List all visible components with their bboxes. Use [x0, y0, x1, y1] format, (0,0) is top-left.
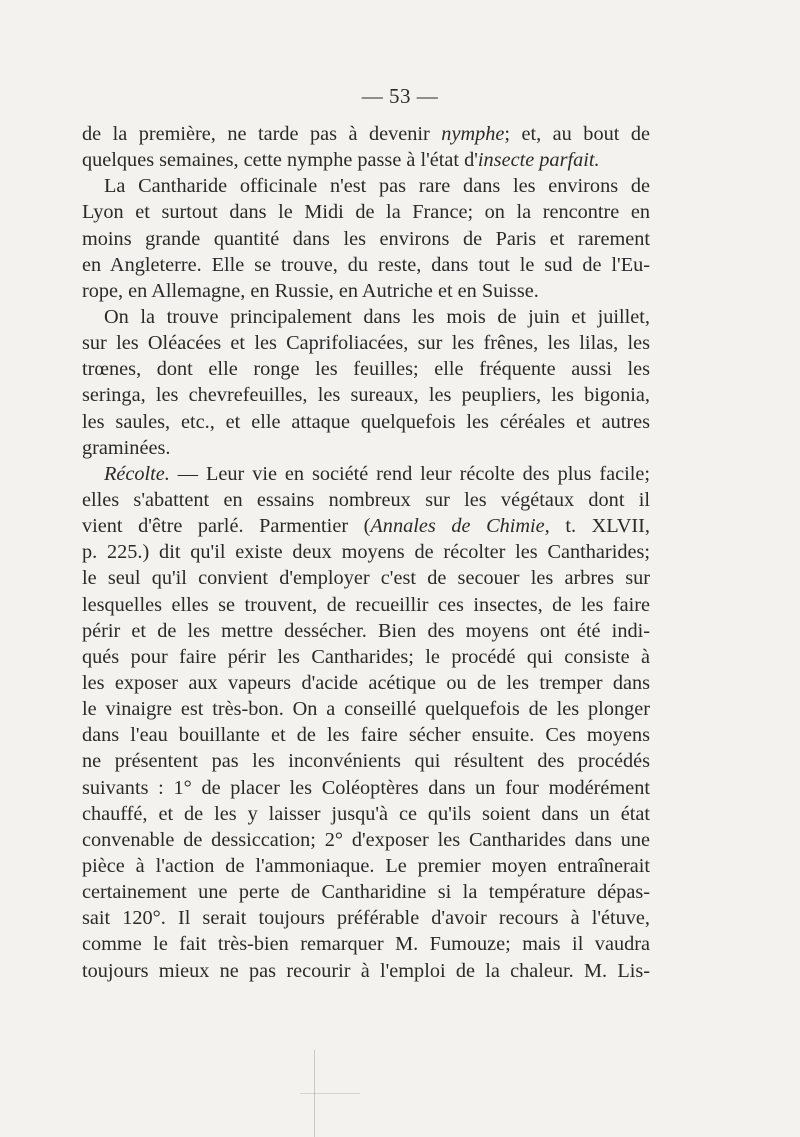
text-run: d': [464, 149, 478, 172]
text-run: ne présentent pas les inconvénients qui résultent des procédés: [82, 750, 650, 773]
text-line: [82, 931, 650, 957]
text-run: le seul qu'il convient d'employer c'est de secouer les arbres sur: [82, 567, 650, 590]
text-run: lesquelles elles se trouvent, de recueillir ces insectes, de les faire: [82, 593, 650, 616]
text-run: toujours mieux ne pas recourir à l'emploi de la chaleur. M. Lis-: [82, 959, 650, 982]
text-line: [82, 801, 650, 827]
text-run: certainement une perte de Cantharidine si la température dépas-: [82, 881, 650, 904]
text-line: [82, 696, 650, 722]
text-run: — Leur vie en société rend leur récolte des plus facile;: [169, 462, 650, 485]
text-run: en Angleterre. Elle se trouve, du reste, dans tout le sud de l'Eu-: [82, 253, 650, 276]
text-line: [82, 644, 650, 670]
text-line: [82, 226, 650, 252]
text-line: [82, 173, 650, 199]
text-run: comme le fait très-bien remarquer M. Fumouze; mais il vaudra: [82, 933, 650, 956]
text-run: les saules, etc., et elle attaque quelquefois les céréales et autres: [82, 410, 650, 433]
italic-run: Récolte.: [104, 462, 170, 485]
text-line: [82, 382, 650, 408]
show-through-mark-horizontal: [300, 1093, 360, 1094]
text-line: [82, 147, 650, 173]
text-run: les exposer aux vapeurs d'acide acétique ou de les tremper dans: [82, 671, 650, 694]
text-line: [82, 199, 650, 225]
text-run: le vinaigre est très-bon. On a conseillé quelquefois de les plonger: [82, 698, 650, 721]
text-run: graminées.: [82, 436, 171, 459]
text-run: qués pour faire périr les Cantharides; le procédé qui consiste à: [82, 645, 650, 668]
text-line: [82, 592, 650, 618]
text-line: [82, 958, 650, 984]
italic-run: nymphe: [441, 123, 505, 145]
text-line: [82, 461, 650, 487]
text-run: p. 225.) dit qu'il existe deux moyens de récolter les Cantharides;: [82, 541, 650, 564]
text-line: [82, 356, 650, 382]
text-run: dans l'eau bouillante et de les faire sécher ensuite. Ces moyens: [82, 724, 650, 747]
text-run: t. XLVII,: [549, 515, 651, 538]
text-line: [82, 722, 650, 748]
text-line: [82, 748, 650, 774]
text-line: [82, 618, 650, 644]
text-line: [82, 905, 650, 931]
text-run: convenable de dessiccation; 2° d'exposer les Cantharides dans une: [82, 828, 650, 851]
text-run: rope, en Allemagne, en Russie, en Autriche et en Suisse.: [82, 279, 539, 302]
text-line: [82, 409, 650, 435]
text-run: La Cantharide officinale n'est pas rare dans les environs de: [104, 175, 650, 198]
text-run: sur les Oléacées et les Caprifoliacées, sur les frênes, les lilas, les: [82, 332, 650, 355]
text-run: Lyon et surtout dans le Midi de la France; on la rencontre en: [82, 201, 650, 224]
text-line: [82, 853, 650, 879]
text-line: [82, 539, 650, 565]
italic-run: insecte parfait.: [477, 149, 600, 172]
text-run: elles s'abattent en essains nombreux sur les végétaux dont il: [82, 488, 650, 511]
text-run: chauffé, et de les y laisser jusqu'à ce qu'ils soient dans un état: [82, 802, 650, 825]
text-line: [82, 304, 650, 330]
text-line: [82, 278, 650, 304]
text-line: [82, 252, 650, 278]
text-line: [82, 565, 650, 591]
text-run: On la trouve principalement dans les mois de juin et juillet,: [104, 305, 650, 328]
text-run: seringa, les chevrefeuilles, les sureaux, les peupliers, les bigonia,: [82, 384, 650, 407]
text-line: [82, 879, 650, 905]
text-run: ; et, au bout de: [504, 123, 650, 145]
text-run: sait 120°. Il serait toujours préférable d'avoir recours à l'étuve,: [82, 907, 650, 930]
text-line: [82, 330, 650, 356]
text-line: [82, 487, 650, 513]
text-line: [82, 775, 650, 801]
text-run: trœnes, dont elle ronge les feuilles; elle fréquente aussi les: [82, 358, 650, 381]
text-line: [82, 827, 650, 853]
text-line: [82, 121, 650, 147]
text-run: périr et de les mettre dessécher. Bien des moyens ont été indi-: [82, 619, 650, 642]
text-line: [82, 513, 650, 539]
text-line: [82, 435, 650, 461]
text-run: vient d'être parlé. Parmentier (: [82, 515, 371, 538]
body-text: [82, 121, 650, 984]
text-line: [82, 670, 650, 696]
text-run: de la première, ne tarde pas à devenir: [82, 123, 442, 145]
text-run: pièce à l'action de l'ammoniaque. Le premier moyen entraînerait: [82, 854, 650, 877]
text-run: moins grande quantité dans les environs de Paris et rarement: [82, 227, 650, 250]
text-run: quelques semaines, cette nymphe passe à l'état: [82, 149, 465, 172]
text-run: suivants : 1° de placer les Coléoptères dans un four modérément: [82, 776, 650, 799]
italic-run: Annales de Chimie,: [370, 515, 550, 538]
page-number: — 53 —: [361, 84, 439, 108]
